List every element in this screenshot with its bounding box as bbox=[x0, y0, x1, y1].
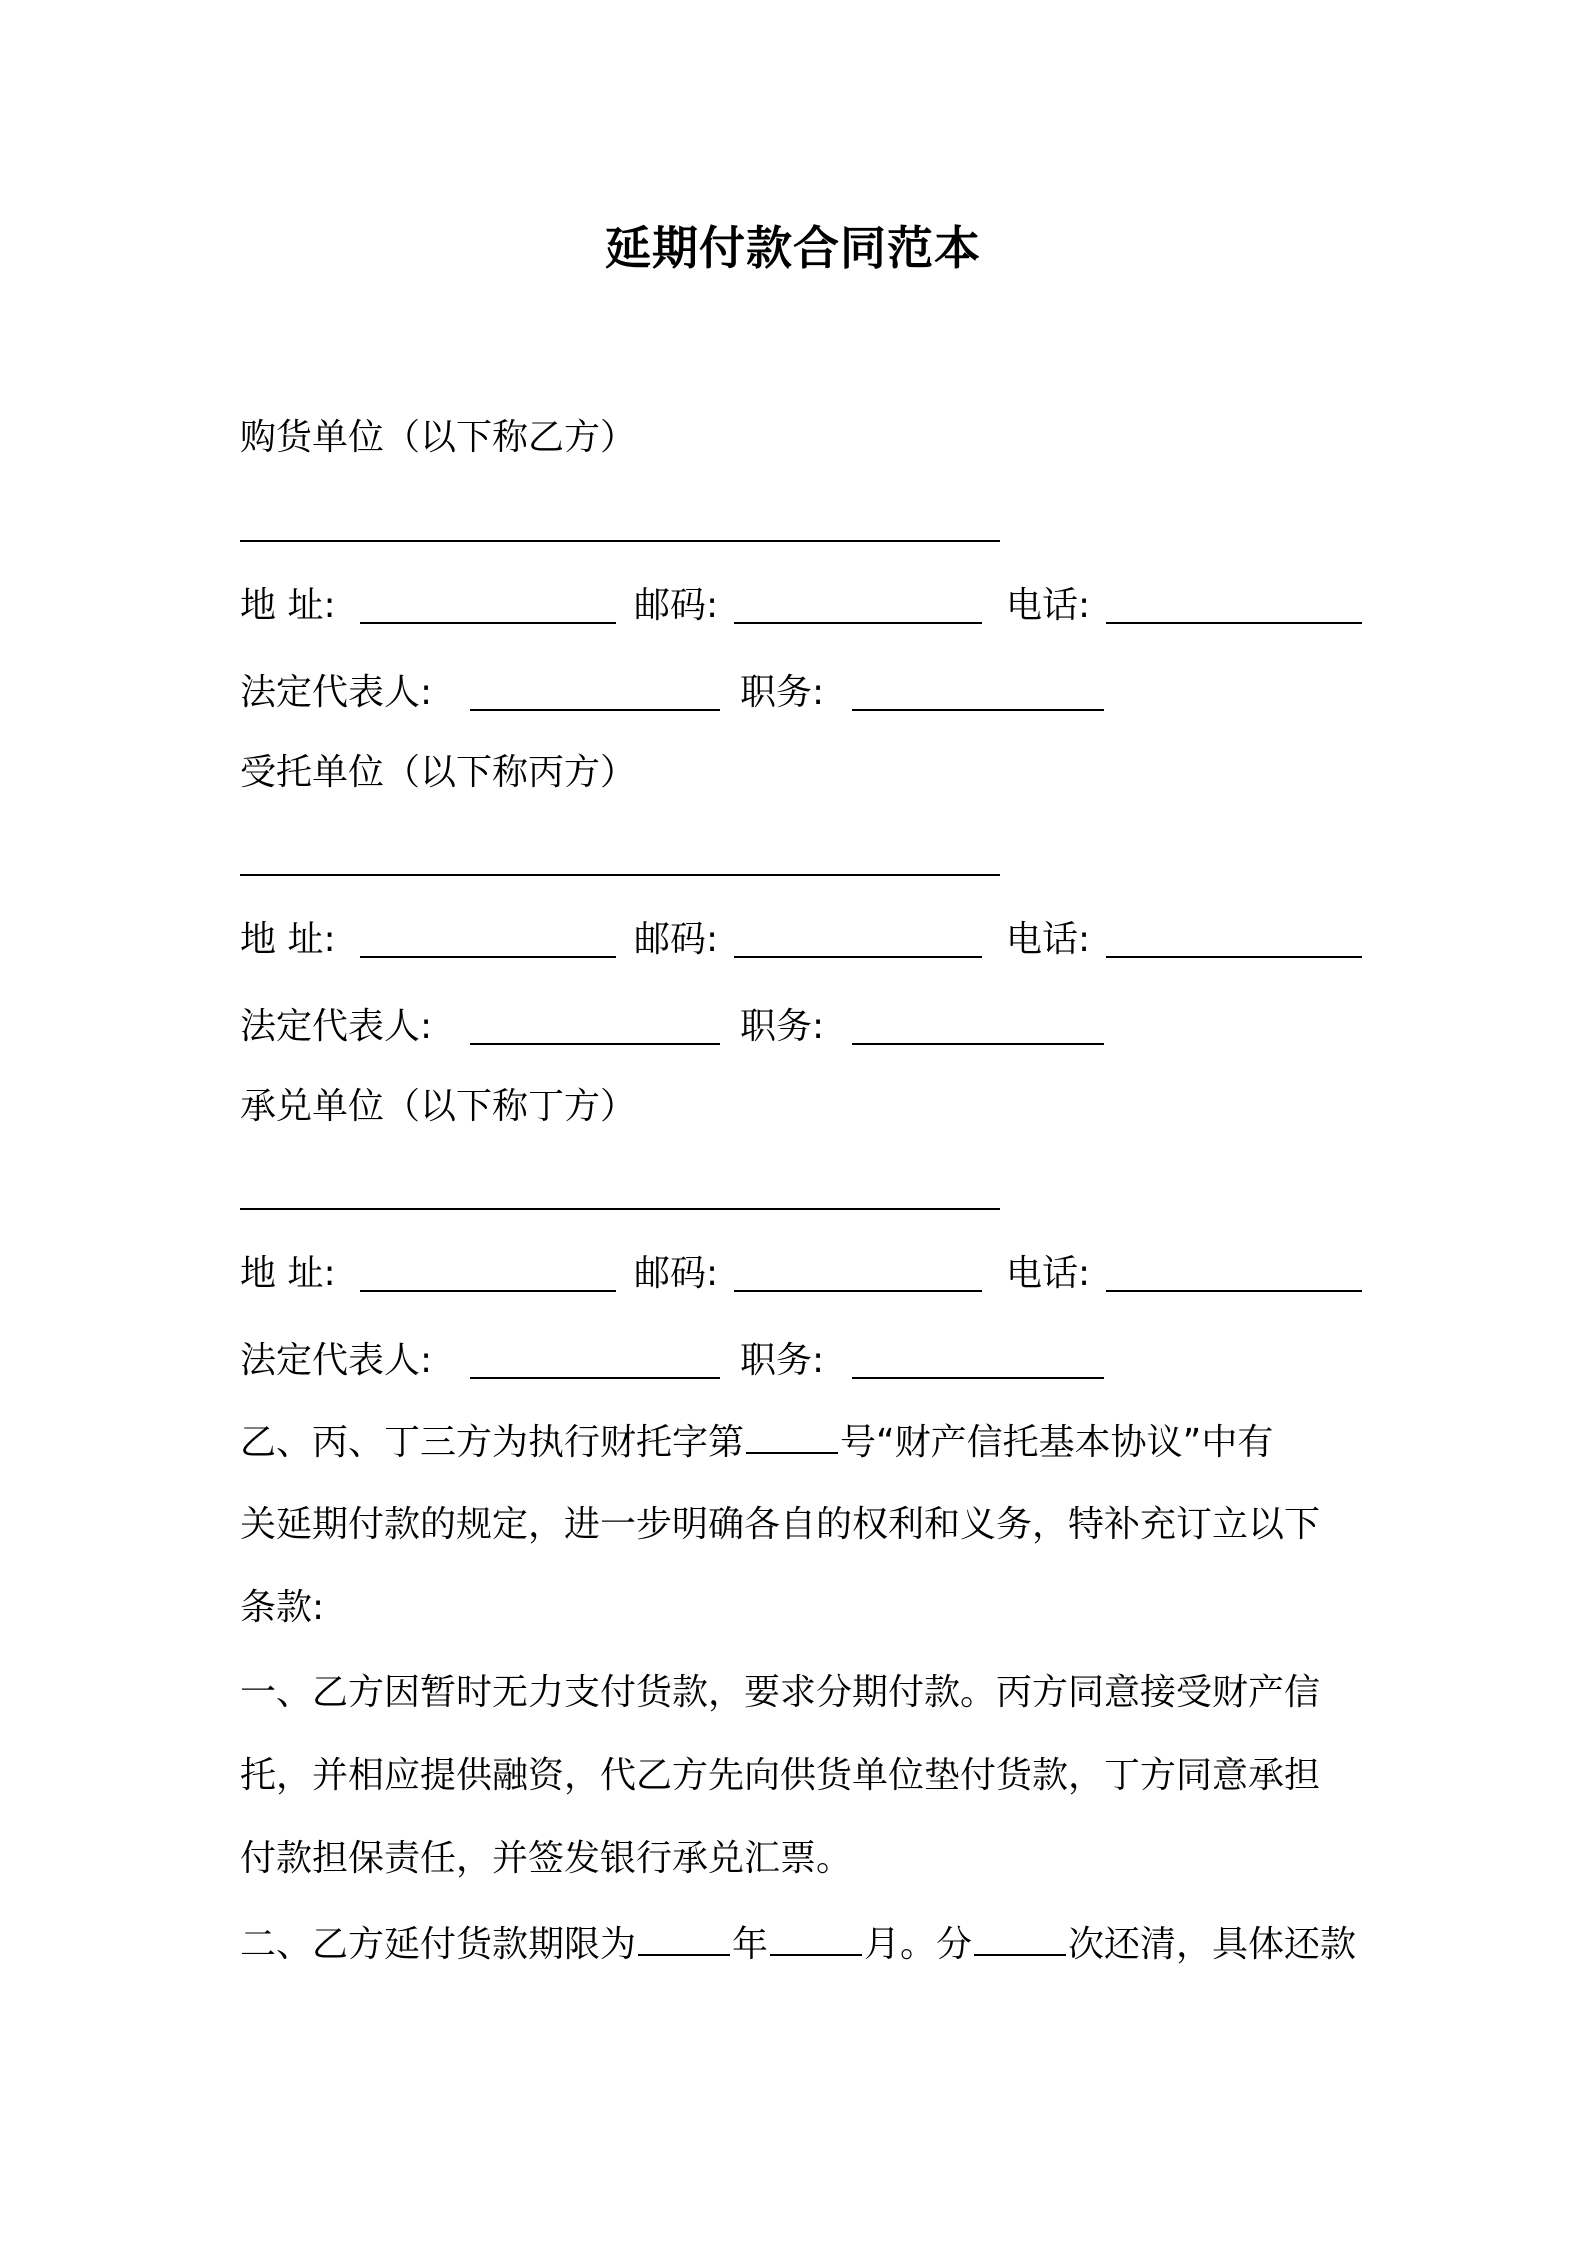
address-blank[interactable] bbox=[360, 1290, 616, 1292]
phone-blank[interactable] bbox=[1106, 622, 1362, 624]
clause-1-line-3: 付款担保责任，并签发银行承兑汇票。 bbox=[240, 1838, 853, 1879]
position-blank[interactable] bbox=[852, 1043, 1104, 1045]
party-b-name-blank[interactable] bbox=[240, 540, 1000, 542]
address-label: 地 址: bbox=[240, 585, 336, 626]
phone-blank[interactable] bbox=[1106, 1290, 1362, 1292]
zip-label: 邮码: bbox=[634, 1253, 719, 1294]
party-c-name-blank[interactable] bbox=[240, 874, 1000, 876]
phone-label: 电话: bbox=[1006, 1253, 1091, 1294]
position-blank[interactable] bbox=[852, 709, 1104, 711]
zip-blank[interactable] bbox=[734, 956, 982, 958]
intro-text-b: 号“财产信托基本协议”中有 bbox=[840, 1422, 1274, 1463]
rep-label: 法定代表人: bbox=[240, 672, 433, 713]
zip-label: 邮码: bbox=[634, 585, 719, 626]
clause-2-text-4: 次还清，具体还款 bbox=[1068, 1924, 1357, 1965]
zip-blank[interactable] bbox=[734, 622, 982, 624]
zip-label: 邮码: bbox=[634, 919, 719, 960]
clause-2-text-3: 月。分 bbox=[864, 1924, 973, 1965]
address-blank[interactable] bbox=[360, 956, 616, 958]
address-blank[interactable] bbox=[360, 622, 616, 624]
address-label: 地 址: bbox=[240, 1253, 336, 1294]
clause-2-text-1: 二、乙方延付货款期限为 bbox=[240, 1924, 637, 1965]
phone-blank[interactable] bbox=[1106, 956, 1362, 958]
rep-blank[interactable] bbox=[470, 709, 720, 711]
clause-1-line-1: 一、乙方因暂时无力支付货款，要求分期付款。丙方同意接受财产信 bbox=[240, 1672, 1321, 1713]
party-b-heading: 购货单位（以下称乙方） bbox=[240, 417, 637, 458]
clause-2-text-2: 年 bbox=[732, 1924, 769, 1965]
rep-label: 法定代表人: bbox=[240, 1006, 433, 1047]
position-label: 职务: bbox=[740, 1006, 825, 1047]
agreement-number-blank[interactable] bbox=[746, 1424, 838, 1454]
intro-line-1 bbox=[240, 1424, 1360, 1461]
position-label: 职务: bbox=[740, 1340, 825, 1381]
phone-label: 电话: bbox=[1006, 585, 1091, 626]
intro-line-3: 条款: bbox=[240, 1587, 325, 1628]
party-c-heading: 受托单位（以下称丙方） bbox=[240, 752, 637, 793]
clause-2-line-1 bbox=[240, 1926, 1360, 1963]
rep-blank[interactable] bbox=[470, 1377, 720, 1379]
intro-text-a: 乙、丙、丁三方为执行财托字第 bbox=[240, 1422, 745, 1463]
zip-blank[interactable] bbox=[734, 1290, 982, 1292]
clause-1-line-2: 托，并相应提供融资，代乙方先向供货单位垫付货款，丁方同意承担 bbox=[240, 1755, 1321, 1796]
phone-label: 电话: bbox=[1006, 919, 1091, 960]
months-blank[interactable] bbox=[770, 1926, 862, 1956]
party-d-name-blank[interactable] bbox=[240, 1208, 1000, 1210]
rep-label: 法定代表人: bbox=[240, 1340, 433, 1381]
position-blank[interactable] bbox=[852, 1377, 1104, 1379]
intro-line-2: 关延期付款的规定，进一步明确各自的权利和义务，特补充订立以下 bbox=[240, 1504, 1321, 1545]
address-label: 地 址: bbox=[240, 919, 336, 960]
document-title: 延期付款合同范本 bbox=[605, 221, 981, 275]
rep-blank[interactable] bbox=[470, 1043, 720, 1045]
party-d-heading: 承兑单位（以下称丁方） bbox=[240, 1086, 637, 1127]
installments-blank[interactable] bbox=[974, 1926, 1066, 1956]
position-label: 职务: bbox=[740, 672, 825, 713]
years-blank[interactable] bbox=[638, 1926, 730, 1956]
